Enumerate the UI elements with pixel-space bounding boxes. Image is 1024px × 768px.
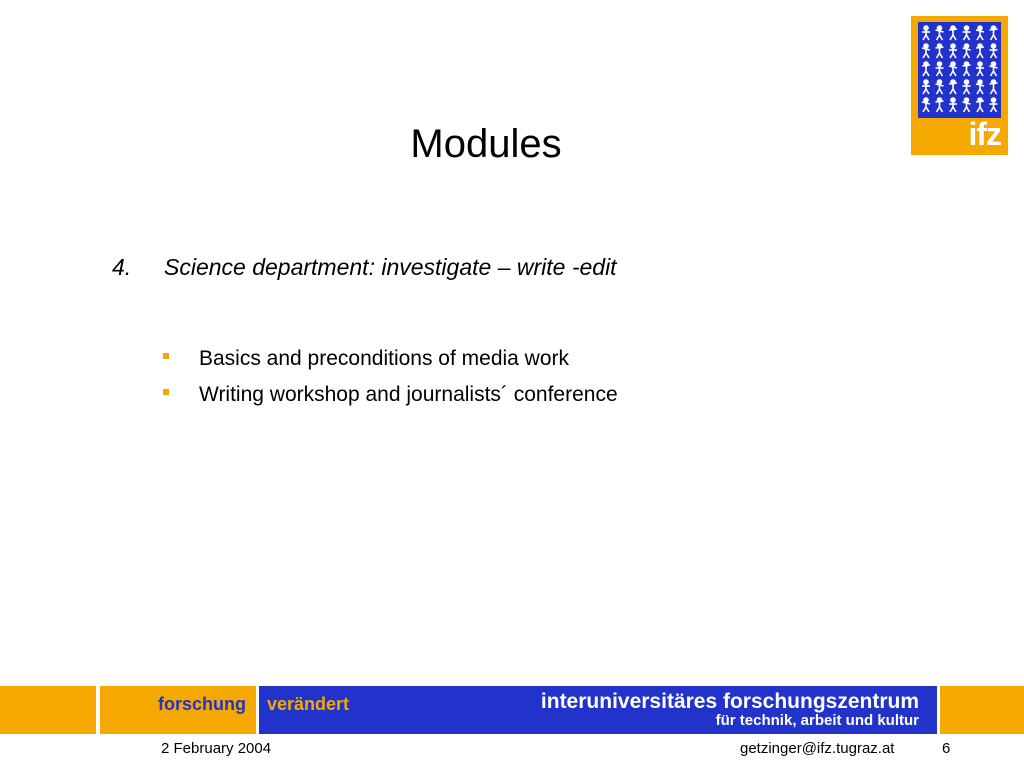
- item-text: Science department: investigate – write -edit: [164, 254, 617, 280]
- pictogram-figure: [976, 44, 984, 58]
- footer-date: 2 February 2004: [161, 740, 272, 757]
- pictogram-figure: [922, 62, 930, 76]
- pictogram-figure: [976, 62, 984, 76]
- pictogram-figure: [949, 26, 957, 40]
- pictogram-figure: [936, 44, 944, 58]
- logo-text: ifz: [968, 116, 1001, 152]
- bullet-text: Basics and preconditions of media work: [199, 347, 570, 370]
- pictogram-figure: [949, 80, 957, 94]
- bullet-item: [163, 377, 618, 413]
- pictogram-figure: [922, 98, 930, 112]
- banner-left-block: [0, 686, 96, 734]
- pictogram-figure: [990, 26, 998, 40]
- pictogram-figure: [922, 80, 930, 94]
- item-number: 4.: [112, 254, 132, 280]
- footer-banner: [0, 686, 1024, 734]
- pictogram-figure: [990, 80, 998, 94]
- banner-right-block: [940, 686, 1024, 734]
- bullet-square-icon: [163, 353, 169, 359]
- bullet-list: [163, 341, 618, 413]
- pictogram-figure: [949, 62, 957, 76]
- banner-institute-subtitle: für technik, arbeit und kultur: [715, 712, 919, 729]
- bullet-square-icon: [163, 389, 169, 395]
- pictogram-figure: [990, 98, 998, 112]
- pictogram-figure: [976, 26, 984, 40]
- pictogram-figure: [963, 62, 971, 76]
- pictogram-figure: [936, 62, 944, 76]
- banner-veraendert-text: verändert: [267, 694, 350, 714]
- banner-forschung: [100, 686, 256, 734]
- numbered-item: [112, 254, 617, 281]
- pictogram-figure: [922, 44, 930, 58]
- pictogram-figure: [976, 98, 984, 112]
- pictogram-figure: [936, 80, 944, 94]
- pictogram-figure: [963, 44, 971, 58]
- pictogram-icon: [918, 22, 1001, 118]
- slide-title: Modules: [410, 122, 562, 166]
- pictogram-figure: [949, 98, 957, 112]
- bullet-text: Writing workshop and journalists´ conference: [199, 383, 618, 406]
- pictogram-figure: [990, 44, 998, 58]
- pictogram-figure: [936, 26, 944, 40]
- bullet-item: [163, 341, 618, 377]
- pictogram-figure: [990, 62, 998, 76]
- banner-institute-name: interuniversitäres forschungszentrum: [540, 690, 919, 713]
- pictogram-figure: [963, 80, 971, 94]
- banner-main: [259, 686, 937, 734]
- banner-forschung-text: forschung: [158, 694, 246, 714]
- pictogram-figure: [936, 98, 944, 112]
- pictogram-figure: [976, 80, 984, 94]
- pictogram-figure: [963, 26, 971, 40]
- footer-email: getzinger@ifz.tugraz.at: [740, 740, 895, 757]
- page-number: 6: [942, 740, 951, 757]
- pictogram-figure: [949, 44, 957, 58]
- pictogram-figure: [963, 98, 971, 112]
- pictogram-figure: [922, 26, 930, 40]
